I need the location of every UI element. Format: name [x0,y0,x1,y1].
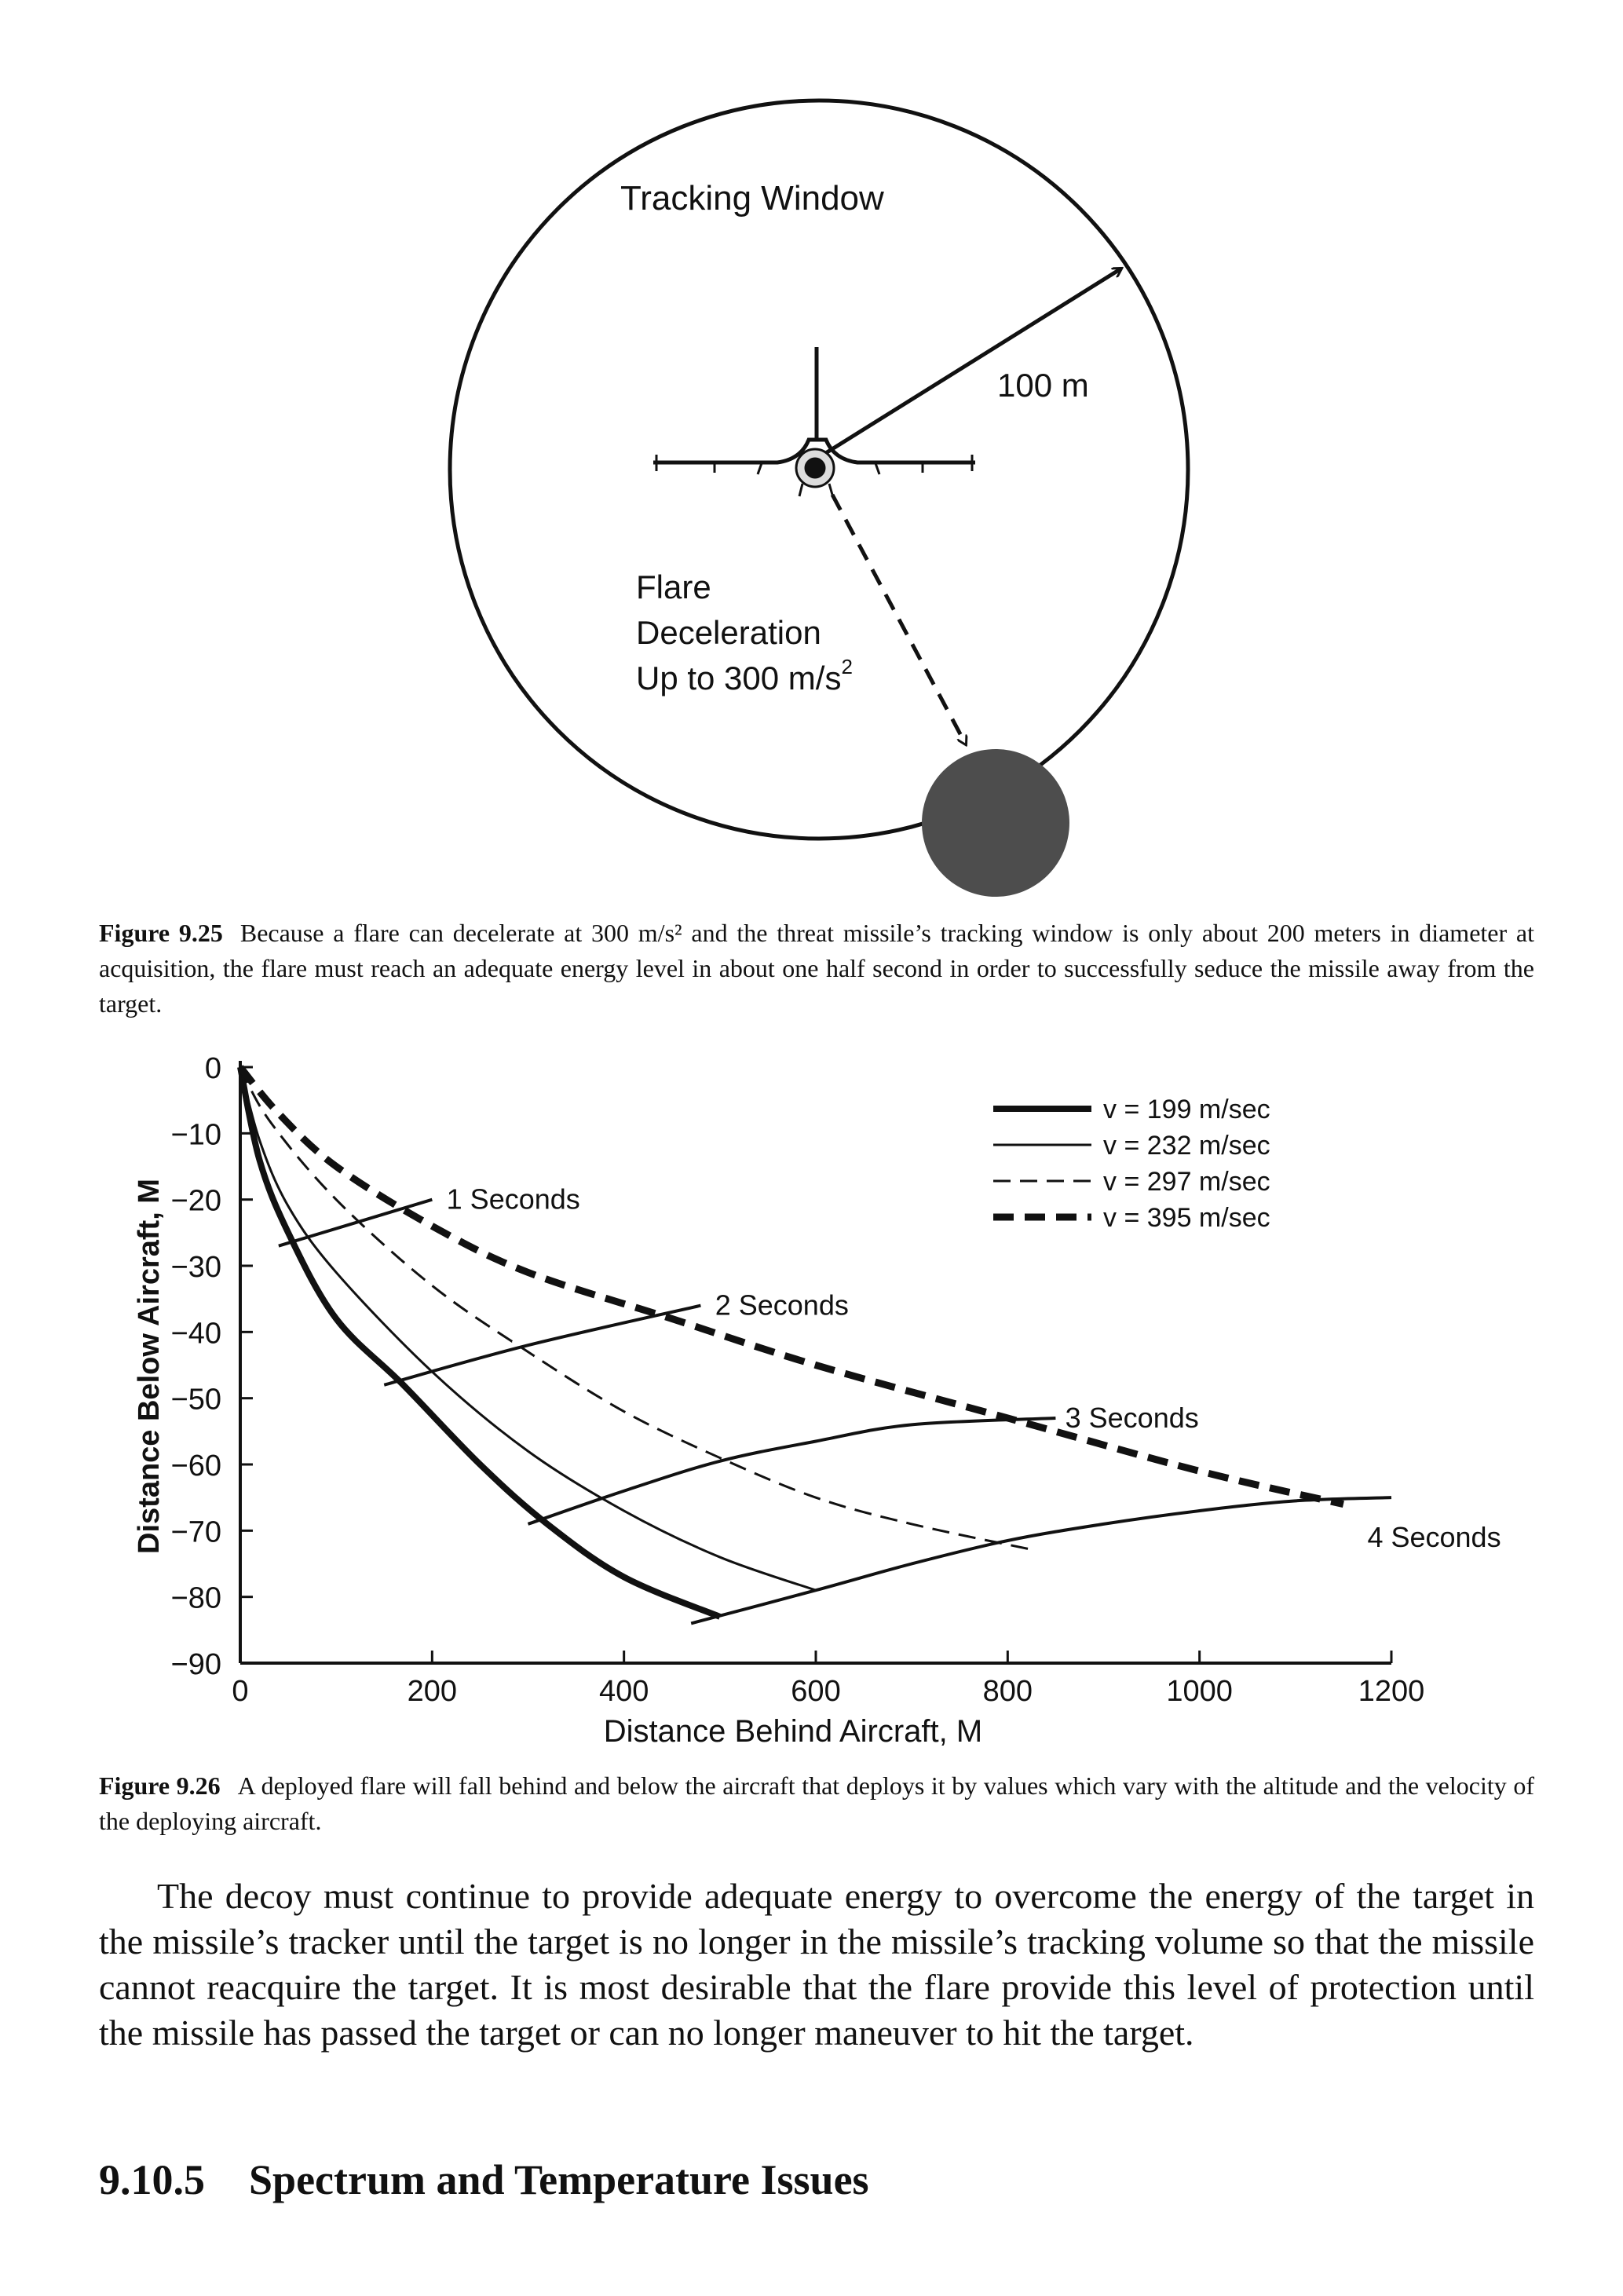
tracking-window-label: Tracking Window [620,179,884,218]
y-tick-label: −50 [170,1383,221,1417]
time-line-label: 2 Seconds [715,1289,849,1322]
flare-trajectory-arrow [832,495,966,744]
radius-label: 100 m [997,367,1089,404]
time-line-4 [691,1497,1391,1623]
time-line-label: 3 Seconds [1065,1401,1199,1434]
legend-label: v = 199 m/sec [1103,1095,1270,1124]
time-line-label: 4 Seconds [1367,1520,1501,1553]
x-axis-label: Distance Behind Aircraft, M [603,1714,983,1749]
x-tick-label: 600 [791,1675,841,1708]
y-tick-label: −20 [170,1184,221,1218]
flare-trajectory-chart [0,1036,1623,1759]
figure-9-25-caption [99,916,1534,1022]
flare-label-line3: Up to 300 $m/s^2$ [636,655,853,696]
x-tick-label: 1000 [1166,1675,1233,1708]
y-tick-label: −60 [170,1450,221,1483]
section-title: Spectrum and Temperature Issues [249,2156,869,2203]
x-tick-label: 200 [407,1675,458,1708]
x-tick-label: 400 [598,1675,649,1708]
legend-label: v = 232 m/sec [1103,1131,1270,1161]
paragraph-text: The decoy must continue to provide adequate energy to overcome the energy of the target in the missile’s tracker until the target is no longer in the missile’s tracking volume so that the missile cannot reacquire the target. It is most desirable that the flare provide this level of protection until the missile has passed the target or can no longer maneuver to hit the target. [99,1876,1534,2053]
x-tick-label: 0 [232,1675,249,1708]
y-tick-label: −70 [170,1515,221,1549]
flare-label-line1: Flare [636,569,711,605]
y-axis-label: Distance Below Aircraft, M [133,1179,166,1554]
y-tick-label: −90 [170,1648,221,1681]
caption-text: A deployed flare will fall behind and below the aircraft that deploys it by values which vary with the altitude and the velocity of the deploying aircraft. [99,1771,1535,1835]
caption-label: Figure 9.26 [99,1771,221,1800]
legend-label: v = 395 m/sec [1103,1203,1270,1233]
caption-label: Figure 9.25 [99,919,223,947]
time-line-2 [384,1306,700,1385]
figure-9-26-caption [99,1768,1534,1839]
section-number: 9.10.5 [99,2156,205,2203]
radius-arrow [824,269,1121,454]
legend-label: v = 297 m/sec [1103,1167,1270,1197]
y-tick-label: −40 [170,1317,221,1351]
caption-text: Because a flare can decelerate at 300 m/s² and the threat missile’s tracking window is only about 200 meters in diameter at acquisition, the flare must reach an adequate energy level in about one half second in order to successfully seduce the missile away from the target. [99,919,1535,1018]
y-tick-label: −30 [170,1251,221,1284]
x-tick-label: 800 [982,1675,1033,1708]
y-tick-label: −10 [170,1118,221,1152]
time-line-1 [279,1200,432,1246]
y-tick-label: 0 [204,1052,221,1085]
flare-label-line2: Deceleration [636,614,821,651]
flare-icon [922,749,1069,897]
aircraft-icon [653,347,975,496]
time-line-label: 1 Seconds [446,1183,580,1216]
tracking-window-figure [0,0,1623,927]
time-line-3 [528,1418,1056,1524]
y-tick-label: −80 [170,1581,221,1615]
x-tick-label: 1200 [1358,1675,1425,1708]
body-paragraph [99,1874,1534,2056]
section-heading [99,2155,913,2204]
